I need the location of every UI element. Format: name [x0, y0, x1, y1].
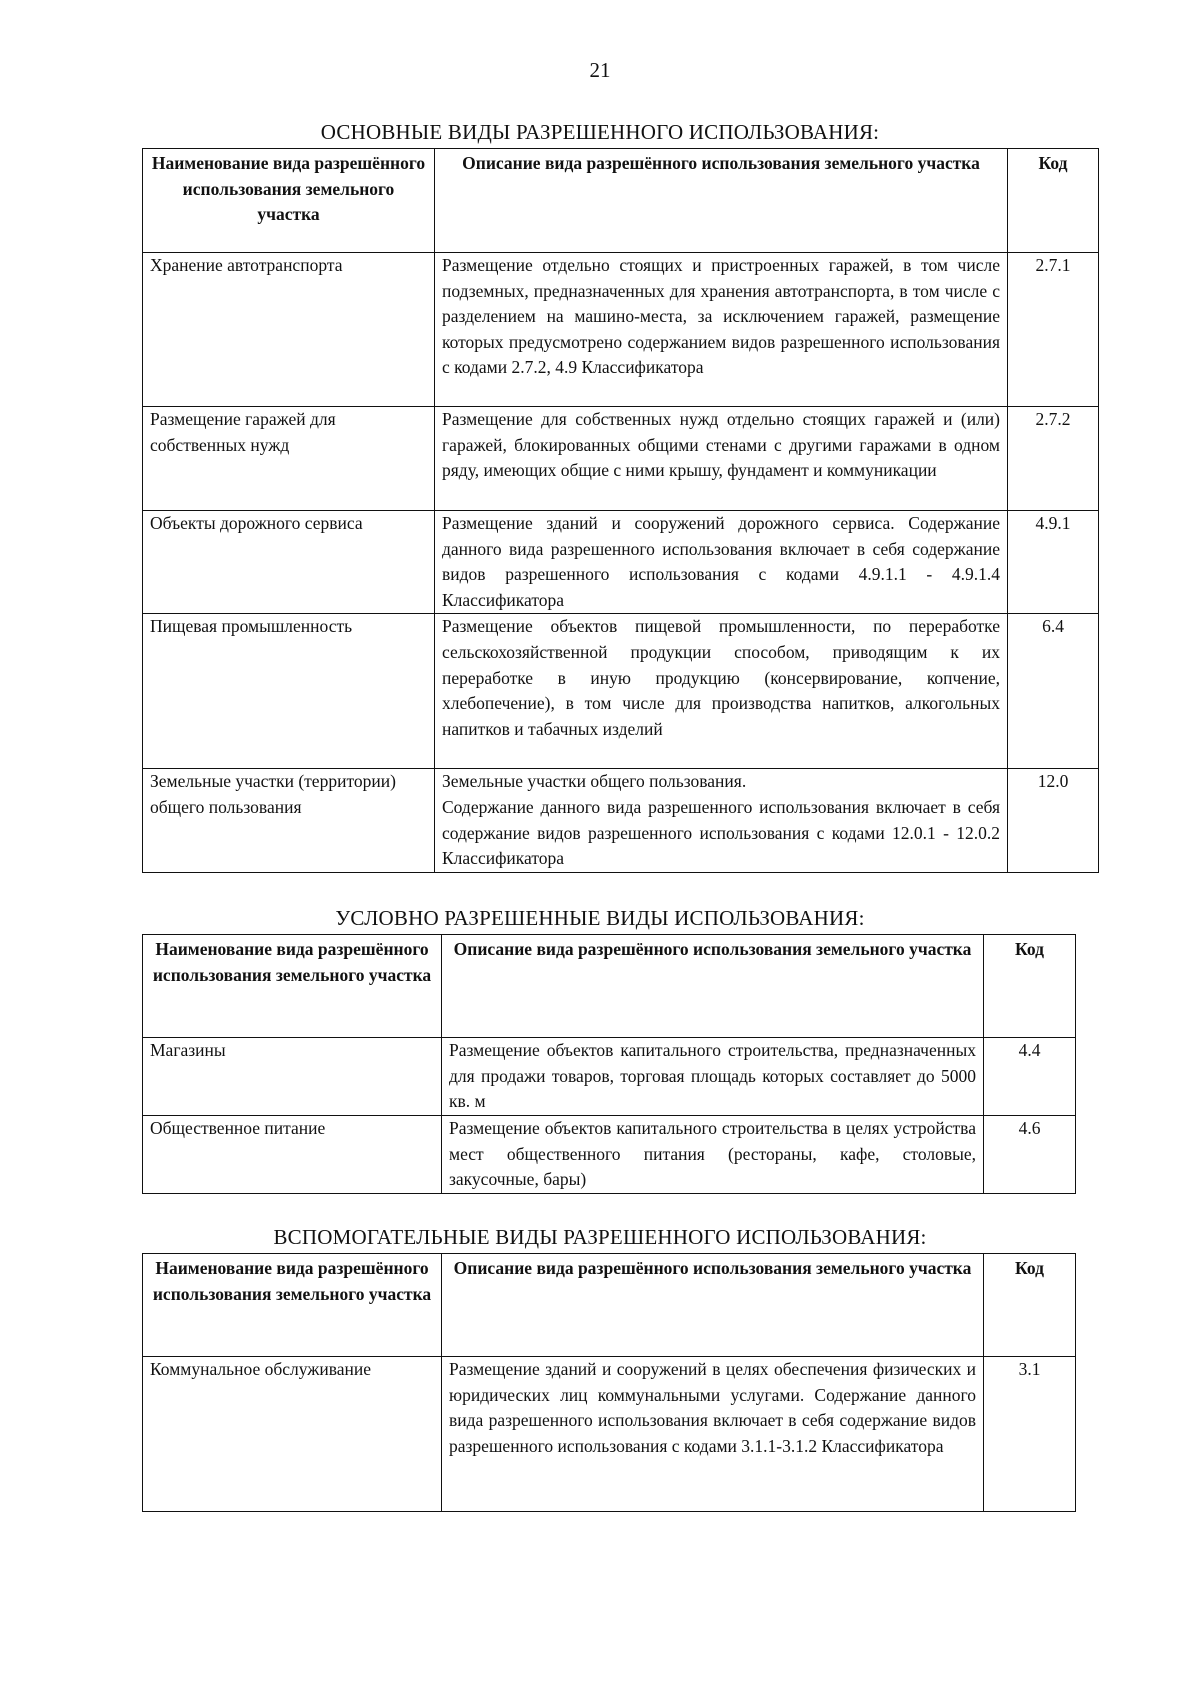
table-row — [143, 511, 1099, 614]
header-name: Наименование вида разрешённого использования земельного участка — [143, 935, 442, 1038]
row-description: Размещение отдельно стоящих и пристроенных гаражей, в том числе подземных, предназначенных для хранения автотранспорта, в том числе с разделением на машино-места, за исключением гаражей, размещение которых предусмотрено содержанием видов разрешенного использования с кодами 2.7.2, 4.9 Классификатора — [435, 253, 1008, 407]
header-code: Код — [1008, 149, 1099, 253]
row-description: Размещение зданий и сооружений дорожного сервиса. Содержание данного вида разрешенного использования включает в себя содержание видов разрешенного использования с кодами 4.9.1.1 - 4.9.1.4 Классификатора — [435, 511, 1008, 614]
row-code: 2.7.1 — [1008, 253, 1099, 407]
row-name: Размещение гаражей для собственных нужд — [143, 407, 435, 511]
row-name: Общественное питание — [143, 1116, 442, 1194]
row-description: Размещение объектов капитального строительства в целях устройства мест общественного питания (рестораны, кафе, столовые, закусочные, бары) — [442, 1116, 984, 1194]
row-description — [435, 769, 1008, 872]
table-main-uses — [142, 148, 1099, 873]
header-name: Наименование вида разрешённого использования земельного участка — [143, 1254, 442, 1357]
section-title-main: ОСНОВНЫЕ ВИДЫ РАЗРЕШЕННОГО ИСПОЛЬЗОВАНИЯ: — [320, 120, 880, 144]
row-name: Хранение автотранспорта — [143, 253, 435, 407]
header-code: Код — [984, 1254, 1076, 1357]
page-number: 21 — [589, 58, 611, 82]
header-description: Описание вида разрешённого использования земельного участка — [442, 935, 984, 1038]
row-code: 6.4 — [1008, 614, 1099, 769]
table-header-row — [143, 1254, 1076, 1357]
table-header-row — [143, 149, 1099, 253]
row-code: 4.9.1 — [1008, 511, 1099, 614]
table-row — [143, 1038, 1076, 1116]
table-row — [143, 253, 1099, 407]
header-description: Описание вида разрешённого использования земельного участка — [442, 1254, 984, 1357]
row-description-line: Земельные участки общего пользования. — [442, 771, 747, 792]
row-code: 4.6 — [984, 1116, 1076, 1194]
row-name: Объекты дорожного сервиса — [143, 511, 435, 614]
row-description: Размещение объектов пищевой промышленности, по переработке сельскохозяйственной продукции способом, приводящим к их переработке в иную продукцию (консервирование, копчение, хлебопечение), в том числе для производства напитков, алкогольных напитков и табачных изделий — [435, 614, 1008, 769]
row-description: Размещение зданий и сооружений в целях обеспечения физических и юридических лиц коммунальными услугами. Содержание данного вида разрешенного использования включает в себя содержание видов разрешенного использования с кодами 3.1.1-3.1.2 Классификатора — [442, 1357, 984, 1512]
row-code: 2.7.2 — [1008, 407, 1099, 511]
table-row — [143, 1116, 1076, 1194]
row-description: Размещение объектов капитального строительства, предназначенных для продажи товаров, торговая площадь которых составляет до 5000 кв. м — [442, 1038, 984, 1116]
table-auxiliary-uses — [142, 1253, 1076, 1512]
table-header-row — [143, 935, 1076, 1038]
table-row — [143, 407, 1099, 511]
table-conditional-uses — [142, 934, 1076, 1194]
row-code: 3.1 — [984, 1357, 1076, 1512]
row-description-text: Содержание данного вида разрешенного использования включает в себя содержание видов разрешенного использования с кодами 12.0.1 - 12.0.2 Классификатора — [442, 796, 1000, 869]
row-code: 12.0 — [1008, 769, 1099, 872]
row-description: Размещение для собственных нужд отдельно стоящих гаражей и (или) гаражей, блокированных общими стенами с другими гаражами в одном ряду, имеющих общие с ними крышу, фундамент и коммуникации — [435, 407, 1008, 511]
table-row — [143, 614, 1099, 769]
row-name: Коммунальное обслуживание — [143, 1357, 442, 1512]
row-name: Магазины — [143, 1038, 442, 1116]
table-row — [143, 1357, 1076, 1512]
row-name: Пищевая промышленность — [143, 614, 435, 769]
header-code: Код — [984, 935, 1076, 1038]
row-code: 4.4 — [984, 1038, 1076, 1116]
section-title-auxiliary: ВСПОМОГАТЕЛЬНЫЕ ВИДЫ РАЗРЕШЕННОГО ИСПОЛЬЗОВАНИЯ: — [273, 1225, 927, 1249]
table-row — [143, 769, 1099, 872]
row-name: Земельные участки (территории) общего пользования — [143, 769, 435, 872]
header-description: Описание вида разрешённого использования земельного участка — [435, 149, 1008, 253]
section-title-conditional: УСЛОВНО РАЗРЕШЕННЫЕ ВИДЫ ИСПОЛЬЗОВАНИЯ: — [335, 906, 865, 930]
header-name: Наименование вида разрешённого использования земельного участка — [143, 149, 435, 253]
